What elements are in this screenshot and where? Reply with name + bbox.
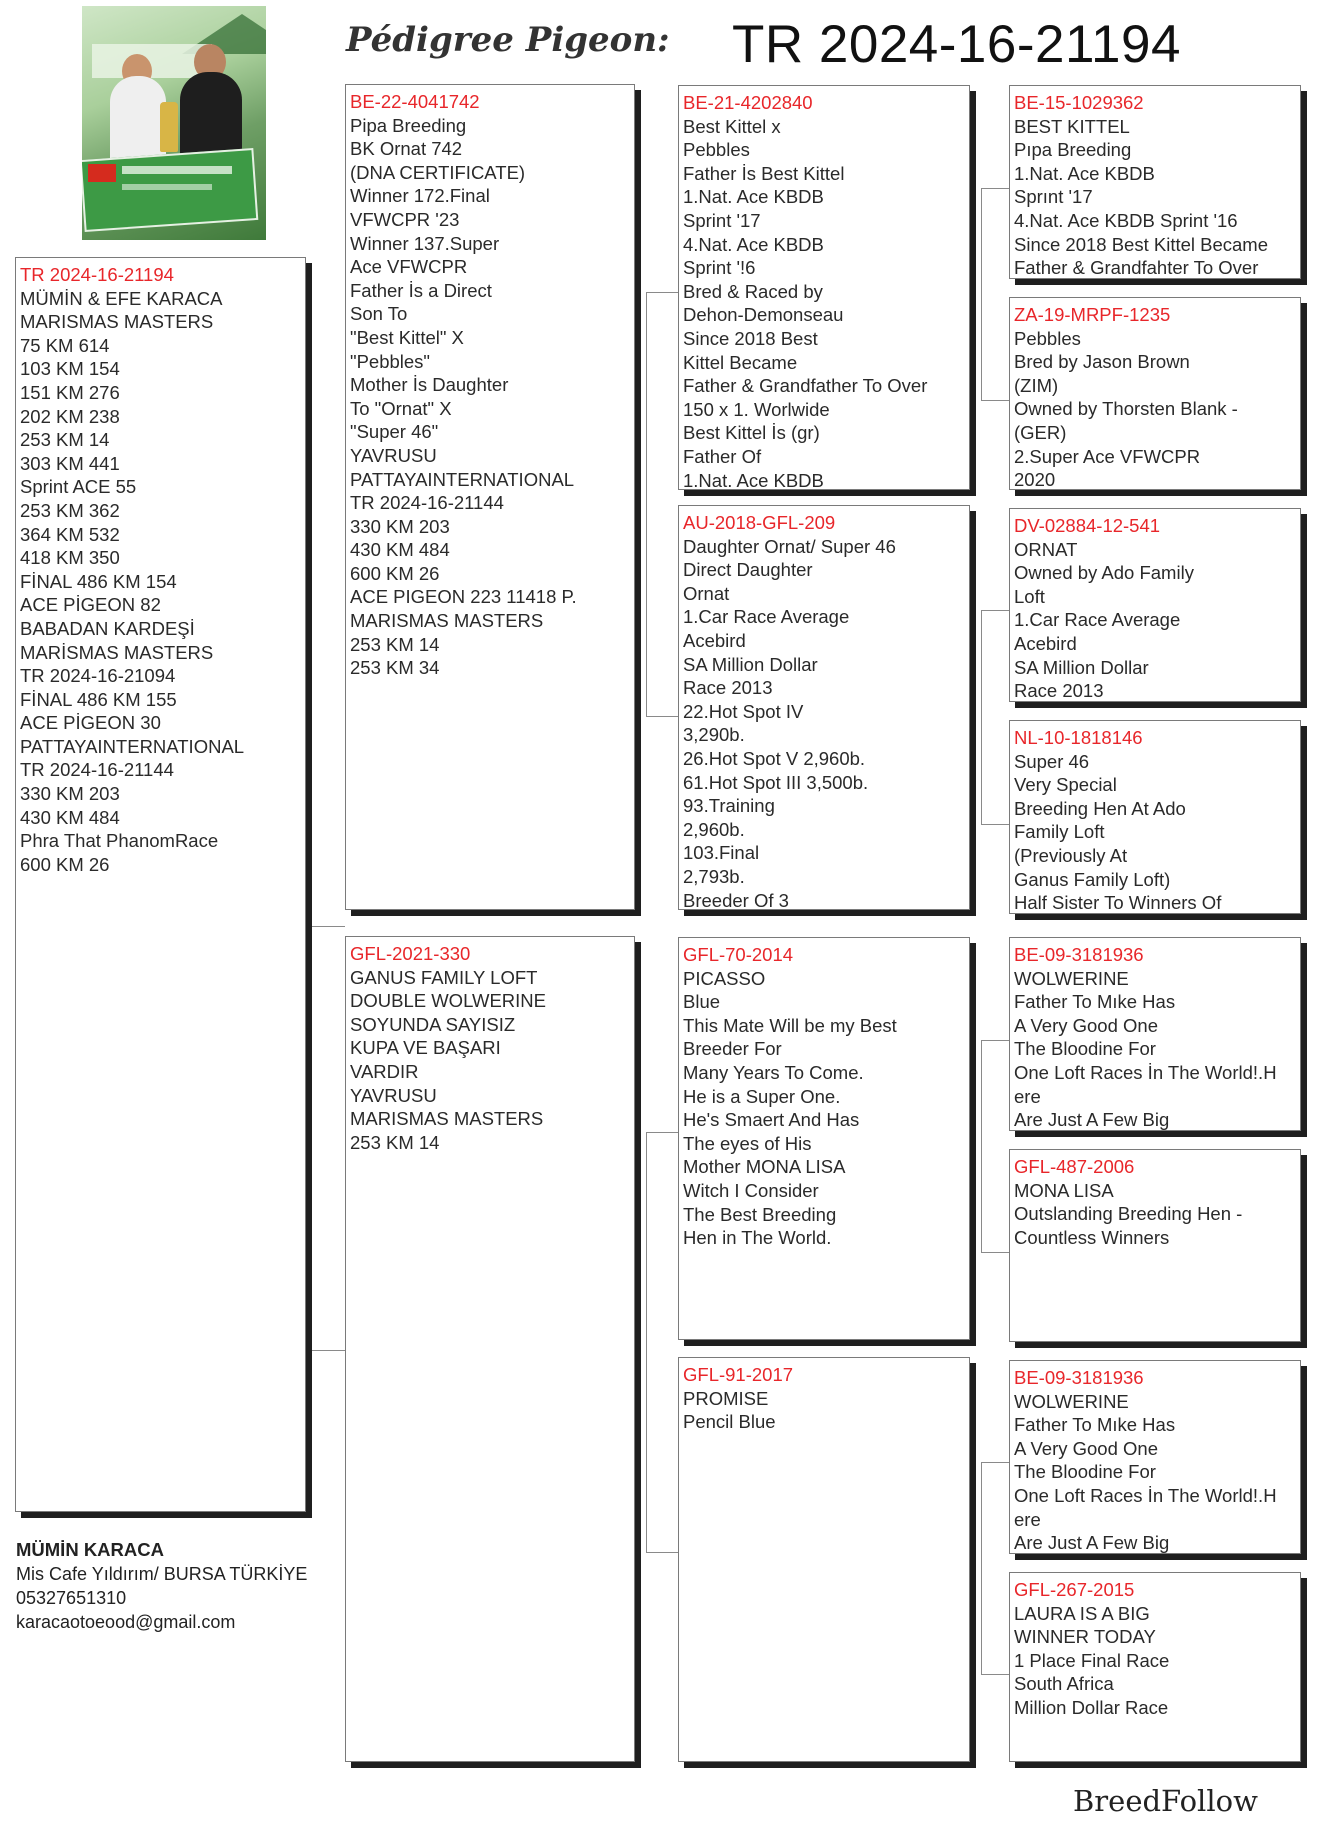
pedigree-line: (DNA CERTIFICATE) — [350, 161, 526, 183]
pedigree-line: 1.Nat. Ace KBDB — [683, 469, 824, 490]
pedigree-line: Pipa Breeding — [350, 114, 467, 136]
pedigree-line: Very Special — [1014, 774, 1117, 796]
card-lines — [683, 115, 969, 490]
pedigree-line: WOLWERINE — [1014, 1390, 1129, 1412]
pedigree-line: He is a Super One. — [683, 1085, 841, 1107]
grandparent-card — [678, 937, 970, 1340]
pedigree-line: One Loft Races İn The World!.H — [1014, 1061, 1277, 1083]
ring-number: GFL-91-2017 — [683, 1364, 794, 1385]
pedigree-line: Are Just A Few Big — [1014, 1109, 1170, 1131]
pedigree-line: Dehon-Demonseau — [683, 304, 844, 326]
ring-number: BE-15-1029362 — [1014, 92, 1144, 113]
great-grandparent-card — [1009, 937, 1301, 1131]
pedigree-line: Many Years To Come. — [683, 1061, 864, 1083]
pedigree-line: Sprint '!6 — [683, 257, 756, 279]
card-lines — [683, 967, 969, 1250]
pedigree-line: Race 2013 — [683, 677, 773, 699]
pedigree-line: 4.Nat. Ace KBDB — [683, 233, 824, 255]
pedigree-line: Best Kittel İs (gr) — [683, 422, 820, 444]
pedigree-line: Pebbles — [683, 139, 750, 161]
pedigree-line: Mother İs Daughter — [350, 374, 509, 396]
pedigree-line: 3,290b. — [683, 724, 745, 746]
pedigree-line: Winner 172.Final — [350, 185, 490, 207]
pedigree-line: A Very Good One — [1014, 1437, 1158, 1459]
card-lines — [350, 966, 634, 1155]
connector — [981, 610, 1009, 611]
pedigree-line: YAVRUSU — [350, 1084, 437, 1106]
connector — [646, 292, 647, 716]
pedigree-line: Family Loft — [1014, 821, 1105, 843]
pedigree-line: Ganus Family Loft) — [1014, 868, 1171, 890]
pedigree-line: Loft — [1014, 585, 1045, 607]
pedigree-line: Bred by Jason Brown — [1014, 351, 1190, 373]
pedigree-line: Ornat — [683, 582, 730, 604]
owner-contact — [16, 1538, 307, 1634]
pedigree-line: This Mate Will be my Best — [683, 1014, 897, 1036]
pedigree-line: Blue — [683, 991, 721, 1013]
connector — [646, 1132, 678, 1133]
pedigree-line: 1.Nat. Ace KBDB — [1014, 162, 1155, 184]
pedigree-line: 2020 — [1014, 469, 1056, 490]
connector — [981, 1462, 982, 1674]
pedigree-line: (Previously At — [1014, 844, 1128, 866]
card-lines — [350, 114, 634, 680]
pedigree-line: 1.Car Race Average — [683, 606, 850, 628]
pedigree-line: Breeding Hen At Ado — [1014, 797, 1186, 819]
pedigree-line: The Best Breeding — [683, 1203, 837, 1225]
connector — [981, 610, 982, 824]
pedigree-line: 1 Place Final Race — [1014, 1649, 1170, 1671]
connector — [646, 716, 678, 717]
pedigree-line: YAVRUSU — [350, 444, 437, 466]
pedigree-line: MARİSMAS MASTERS — [20, 641, 214, 663]
pedigree-line: South Africa — [1014, 1673, 1114, 1695]
pedigree-line: Million Dollar Race — [1014, 1696, 1169, 1718]
pedigree-line: WOLWERINE — [1014, 967, 1129, 989]
pedigree-line: (ZIM) — [1014, 374, 1059, 396]
pedigree-line: GANUS FAMILY LOFT — [350, 966, 538, 988]
pedigree-line: 61.Hot Spot III 3,500b. — [683, 771, 869, 793]
pedigree-line: Direct Daughter — [683, 559, 813, 581]
card-lines — [1014, 750, 1300, 914]
ring-number: DV-02884-12-541 — [1014, 515, 1161, 536]
ring-number: GFL-2021-330 — [350, 943, 471, 964]
pedigree-line: "Best Kittel" X — [350, 326, 464, 348]
grandparent-card — [678, 85, 970, 490]
card-lines — [1014, 1179, 1300, 1250]
pedigree-line: Are Just A Few Big — [1014, 1532, 1170, 1554]
pedigree-line: "Pebbles" — [350, 350, 430, 372]
pedigree-line: Kittel Became — [683, 351, 798, 373]
pedigree-line: MÜMİN & EFE KARACA — [20, 287, 223, 309]
ring-number: BE-22-4041742 — [350, 91, 480, 112]
ring-number: BE-09-3181936 — [1014, 944, 1144, 965]
pedigree-line: Witch I Consider — [683, 1179, 819, 1201]
pedigree-line: 26.Hot Spot V 2,960b. — [683, 747, 866, 769]
pedigree-line: Since 2018 Best — [683, 327, 818, 349]
owner-photo — [82, 6, 266, 240]
pedigree-line: BEST KITTEL — [1014, 115, 1130, 137]
pedigree-line: Sprint '17 — [683, 209, 761, 231]
pedigree-line: 330 KM 203 — [350, 515, 450, 537]
pedigree-line: MARISMAS MASTERS — [20, 311, 214, 333]
pedigree-line: Mother MONA LISA — [683, 1156, 846, 1178]
pedigree-line: 253 KM 362 — [20, 499, 120, 521]
pedigree-line: 600 KM 26 — [20, 853, 110, 875]
pedigree-line: (GER) — [1014, 421, 1067, 443]
pedigree-line: PROMISE — [683, 1387, 769, 1409]
pedigree-line: Phra That PhanomRace — [20, 830, 219, 852]
pedigree-line: Father İs Best Kittel — [683, 162, 845, 184]
connector — [646, 292, 678, 293]
pedigree-line: LAURA IS A BIG — [1014, 1602, 1150, 1624]
connector — [311, 926, 312, 1350]
card-lines — [683, 1387, 969, 1434]
pedigree-line: Outslanding Breeding Hen - — [1014, 1203, 1243, 1225]
pedigree-line: ere — [1014, 1085, 1041, 1107]
pedigree-line: 1.Nat. Ace KBDB — [683, 186, 824, 208]
pedigree-line: Father & Grandfahter To Over — [1014, 257, 1259, 279]
pedigree-line: SA Million Dollar — [683, 653, 818, 675]
pedigree-line: 600 KM 26 — [350, 562, 440, 584]
pedigree-line: Breeder Of 3 — [683, 889, 789, 910]
great-grandparent-card — [1009, 1360, 1301, 1554]
pedigree-line: TR 2024-16-21144 — [20, 759, 174, 781]
pedigree-line: ACE PİGEON 30 — [20, 712, 161, 734]
pedigree-line: 151 KM 276 — [20, 381, 120, 403]
card-lines — [20, 287, 305, 877]
pedigree-line: Hen in The World. — [683, 1227, 832, 1249]
pedigree-line: Half Sister To Winners Of — [1014, 892, 1222, 914]
pedigree-line: PICASSO — [683, 967, 766, 989]
pedigree-line: To "Ornat" X — [350, 397, 452, 419]
connector — [981, 1674, 1009, 1675]
pedigree-line: TR 2024-16-21144 — [350, 492, 504, 514]
pedigree-line: 253 KM 34 — [350, 657, 440, 679]
connector — [981, 1462, 1009, 1463]
pedigree-line: FİNAL 486 KM 154 — [20, 570, 177, 592]
owner-email: karacaotoeood@gmail.com — [16, 1612, 236, 1632]
connector — [646, 1132, 647, 1552]
pedigree-line: Sprint ACE 55 — [20, 476, 137, 498]
pedigree-line: PATTAYAINTERNATIONAL — [350, 468, 575, 490]
pedigree-line: The eyes of His — [683, 1132, 812, 1154]
card-lines — [1014, 1602, 1300, 1720]
pedigree-line: One Loft Races İn The World!.H — [1014, 1484, 1277, 1506]
ring-number: BE-21-4202840 — [683, 92, 813, 113]
pedigree-line: Since 2018 Best Kittel Became — [1014, 233, 1269, 255]
pedigree-line: BK Ornat 742 — [350, 138, 463, 160]
ring-number: NL-10-1818146 — [1014, 727, 1143, 748]
pedigree-line: Father İs a Direct — [350, 279, 492, 301]
connector — [981, 188, 1009, 189]
great-grandparent-card — [1009, 85, 1301, 279]
pedigree-line: MARISMAS MASTERS — [350, 610, 544, 632]
pedigree-line: Father & Grandfather To Over — [683, 375, 928, 397]
pedigree-line: SA Million Dollar — [1014, 656, 1149, 678]
pedigree-line: Acebird — [683, 629, 746, 651]
ring-number: ZA-19-MRPF-1235 — [1014, 304, 1171, 325]
connector — [981, 824, 1009, 825]
ring-number: GFL-487-2006 — [1014, 1156, 1135, 1177]
connector — [981, 1252, 1009, 1253]
pedigree-line: Race 2013 — [1014, 680, 1104, 702]
pedigree-line: VARDIR — [350, 1060, 419, 1082]
pedigree-line: 253 KM 14 — [350, 633, 440, 655]
pedigree-line: FİNAL 486 KM 155 — [20, 688, 177, 710]
pedigree-line: Super 46 — [1014, 750, 1090, 772]
pedigree-line: SOYUNDA SAYISIZ — [350, 1013, 516, 1035]
pedigree-line: BABADAN KARDEŞİ — [20, 617, 195, 639]
pedigree-line: 2,960b. — [683, 818, 745, 840]
pedigree-line: 253 KM 14 — [350, 1131, 440, 1153]
pedigree-line: MONA LISA — [1014, 1179, 1114, 1201]
pedigree-line: 2.Super Ace VFWCPR — [1014, 445, 1201, 467]
connector — [981, 400, 1009, 401]
pedigree-line: 253 KM 14 — [20, 429, 110, 451]
pedigree-line: Countless Winners — [1014, 1226, 1170, 1248]
card-lines — [1014, 115, 1300, 279]
pedigree-line: 303 KM 441 — [20, 452, 120, 474]
pedigree-line: ACE PİGEON 82 — [20, 594, 161, 616]
pedigree-line: 202 KM 238 — [20, 405, 120, 427]
pedigree-line: Bred & Raced by — [683, 280, 823, 302]
pedigree-line: 418 KM 350 — [20, 547, 120, 569]
pedigree-line: Winner 137.Super — [350, 232, 500, 254]
owner-phone: 05327651310 — [16, 1588, 127, 1608]
ring-number: BE-09-3181936 — [1014, 1367, 1144, 1388]
grandparent-card — [678, 505, 970, 910]
pedigree-line: VFWCPR '23 — [350, 208, 460, 230]
brand-logo: BreedFollow — [1073, 1784, 1258, 1818]
dam-card — [345, 936, 635, 1762]
grandparent-card — [678, 1357, 970, 1762]
pedigree-line: Pebbles — [1014, 327, 1081, 349]
pedigree-line: 93.Training — [683, 795, 775, 817]
document-title: Pédigree Pigeon: — [346, 20, 670, 60]
pedigree-line: 1.Car Race Average — [1014, 609, 1181, 631]
connector — [311, 1350, 345, 1351]
pedigree-line: 103.Final — [683, 842, 760, 864]
pedigree-line: The Bloodine For — [1014, 1038, 1156, 1060]
pedigree-line: MARISMAS MASTERS — [350, 1108, 544, 1130]
pedigree-line: 75 KM 614 — [20, 334, 110, 356]
ring-number-header: TR 2024-16-21194 — [732, 15, 1181, 74]
connector — [981, 1040, 1009, 1041]
connector — [646, 1552, 678, 1553]
pedigree-line: The Bloodine For — [1014, 1461, 1156, 1483]
pedigree-line: He's Smaert And Has — [683, 1109, 860, 1131]
sire-card — [345, 84, 635, 910]
pedigree-line: 103 KM 154 — [20, 358, 120, 380]
pedigree-line: WINNER TODAY — [1014, 1626, 1156, 1648]
pedigree-line: Father To Mıke Has — [1014, 991, 1176, 1013]
card-lines — [1014, 967, 1300, 1131]
pedigree-line: "Super 46" — [350, 421, 439, 443]
great-grandparent-card — [1009, 508, 1301, 702]
pedigree-line: 364 KM 532 — [20, 523, 120, 545]
pedigree-line: DOUBLE WOLWERINE — [350, 990, 546, 1012]
pedigree-line: 330 KM 203 — [20, 783, 120, 805]
pedigree-line: 22.Hot Spot IV — [683, 700, 804, 722]
pedigree-line: Pıpa Breeding — [1014, 139, 1132, 161]
pedigree-line: Father To Mıke Has — [1014, 1414, 1176, 1436]
pedigree-line: Best Kittel x — [683, 115, 781, 137]
pedigree-line: 430 KM 484 — [20, 806, 120, 828]
pedigree-line: Pencil Blue — [683, 1411, 776, 1433]
connector — [981, 1040, 982, 1252]
owner-name: MÜMİN KARACA — [16, 1539, 164, 1560]
pedigree-line: 2,793b. — [683, 865, 745, 887]
great-grandparent-card — [1009, 720, 1301, 914]
pedigree-line: 150 x 1. Worlwide — [683, 398, 830, 420]
ring-number: TR 2024-16-21194 — [20, 264, 174, 285]
pedigree-line: Ace VFWCPR — [350, 256, 468, 278]
pedigree-line: TR 2024-16-21094 — [20, 665, 176, 687]
pedigree-line: ere — [1014, 1508, 1041, 1530]
great-grandparent-card — [1009, 297, 1301, 490]
pedigree-line: ACE PIGEON 223 11418 P. — [350, 586, 577, 608]
great-grandparent-card — [1009, 1572, 1301, 1762]
pedigree-line: ORNAT — [1014, 538, 1078, 560]
card-lines — [683, 535, 969, 910]
pedigree-line: Daughter Ornat/ Super 46 — [683, 535, 896, 557]
pedigree-line: Breeder For — [683, 1038, 782, 1060]
card-lines — [1014, 327, 1300, 490]
pedigree-line: 430 KM 484 — [350, 539, 450, 561]
connector — [981, 188, 982, 400]
pedigree-line: Acebird — [1014, 632, 1077, 654]
pedigree-line: Son To — [350, 303, 408, 325]
card-lines — [1014, 1390, 1300, 1554]
subject-pigeon-card — [15, 257, 306, 1512]
ring-number: GFL-267-2015 — [1014, 1579, 1135, 1600]
pedigree-line: Sprınt '17 — [1014, 186, 1093, 208]
connector — [311, 926, 345, 927]
pedigree-line: KUPA VE BAŞARI — [350, 1037, 501, 1059]
pedigree-line: 4.Nat. Ace KBDB Sprint '16 — [1014, 209, 1238, 231]
pedigree-line: Owned by Ado Family — [1014, 562, 1194, 584]
pedigree-line: PATTAYAINTERNATIONAL — [20, 735, 245, 757]
great-grandparent-card — [1009, 1149, 1301, 1342]
pedigree-line: A Very Good One — [1014, 1014, 1158, 1036]
owner-address: Mis Cafe Yıldırım/ BURSA TÜRKİYE — [16, 1564, 308, 1584]
card-lines — [1014, 538, 1300, 702]
pedigree-line: Father Of — [683, 445, 762, 467]
ring-number: GFL-70-2014 — [683, 944, 794, 965]
pedigree-line: Owned by Thorsten Blank - — [1014, 398, 1238, 420]
ring-number: AU-2018-GFL-209 — [683, 512, 836, 533]
